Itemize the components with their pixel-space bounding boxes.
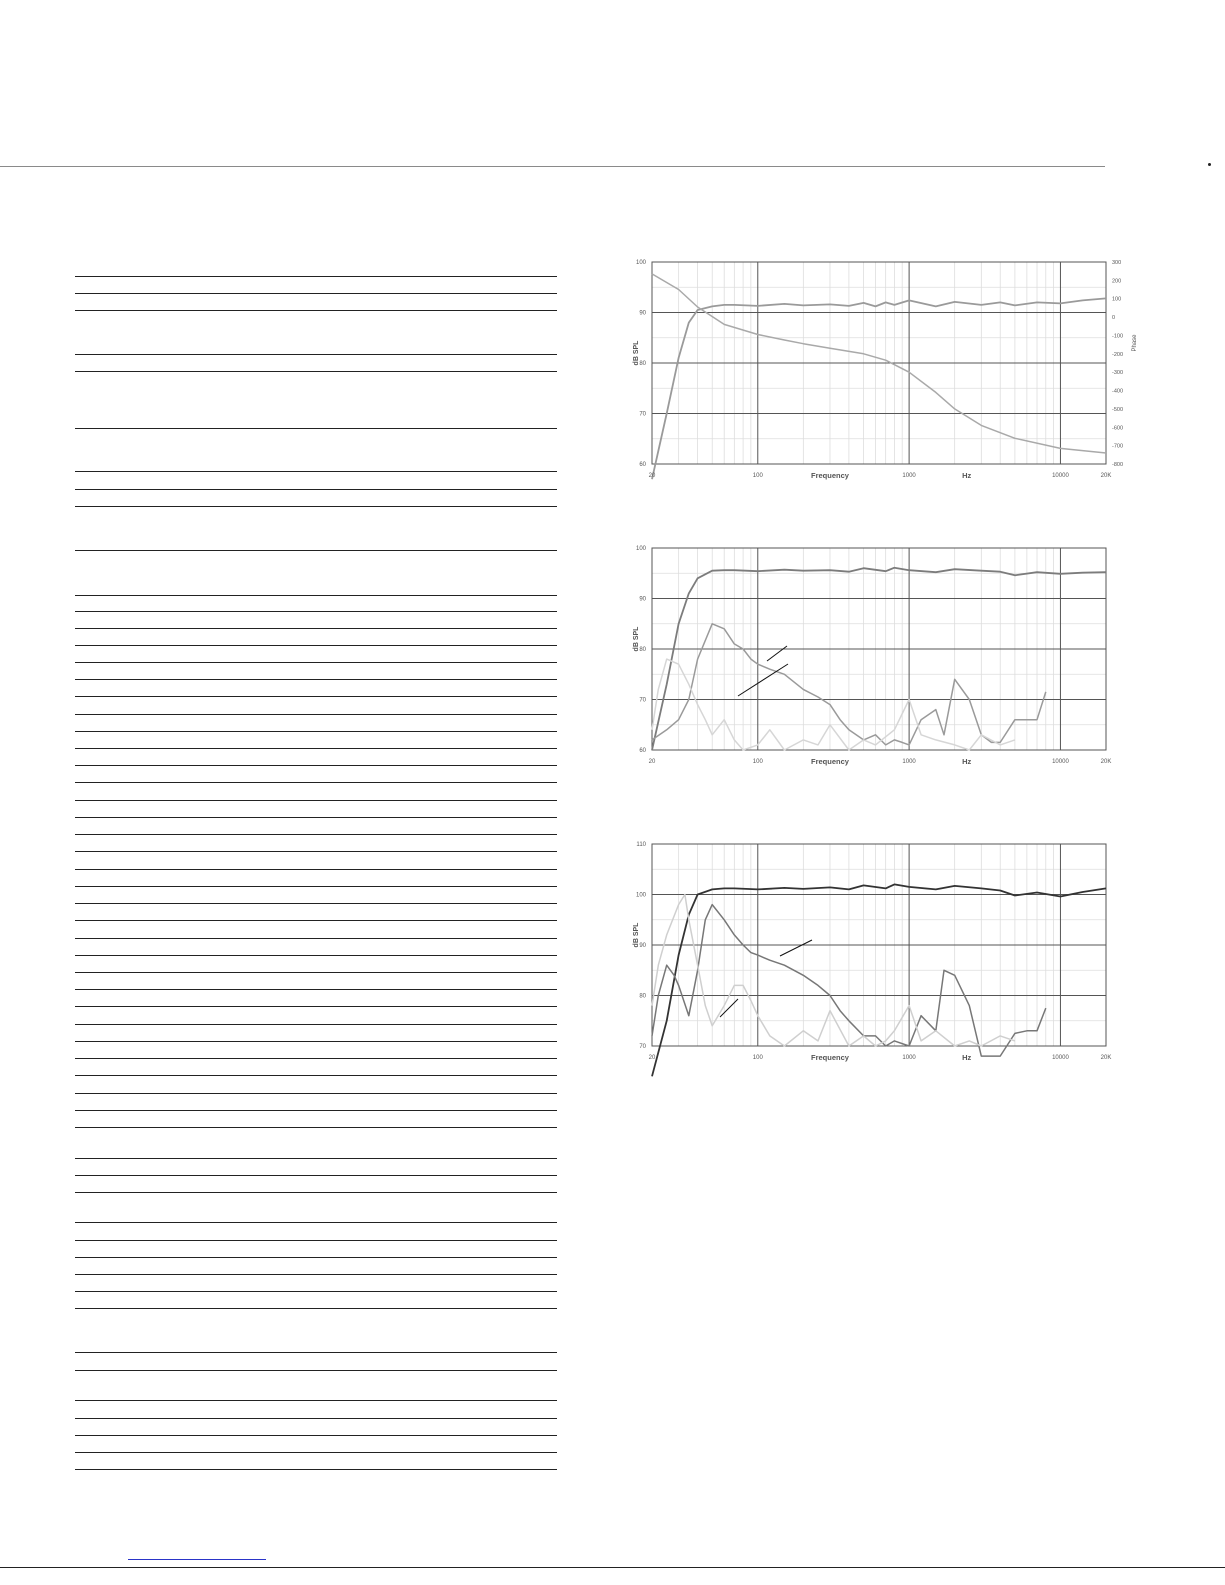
table-row-rule <box>75 1093 557 1094</box>
table-row-rule <box>75 1274 557 1275</box>
x-tick-label: 1000 <box>902 473 916 479</box>
table-row-rule <box>75 1158 557 1159</box>
x-tick-label: 100 <box>752 1055 763 1061</box>
callout-line <box>767 646 787 661</box>
distortion-response-chart-2 <box>620 834 1140 1066</box>
y2-tick-label: -700 <box>1112 443 1124 450</box>
table-row-rule <box>75 1024 557 1025</box>
table-row-rule <box>75 1308 557 1309</box>
table-row-rule <box>75 1192 557 1193</box>
table-row-rule <box>75 800 557 801</box>
y-axis-label: dB SPL <box>633 626 640 652</box>
distortion-response-chart-1 <box>620 538 1140 770</box>
table-row-rule <box>75 506 557 507</box>
y-tick-label: 90 <box>639 310 646 317</box>
y2-tick-label: 300 <box>1112 260 1122 266</box>
callout-line <box>780 940 812 956</box>
table-row-rule <box>75 354 557 355</box>
series-line-1 <box>652 298 1106 479</box>
y2-tick-label: -100 <box>1112 333 1124 340</box>
series-line-1 <box>652 884 1106 1076</box>
table-row-rule <box>75 371 557 372</box>
y-tick-label: 90 <box>639 943 646 949</box>
x-axis-label: Frequency <box>811 471 849 480</box>
x-tick-label: 20K <box>1100 473 1112 479</box>
table-row-rule <box>75 1352 557 1353</box>
table-row-rule <box>75 1075 557 1076</box>
y-tick-label: 100 <box>635 892 646 899</box>
table-row-rule <box>75 765 557 766</box>
y-tick-label: 70 <box>639 1044 646 1050</box>
x-tick-label: 10000 <box>1052 759 1069 765</box>
table-row-rule <box>75 1058 557 1059</box>
table-row-rule <box>75 1469 557 1470</box>
specification-table <box>75 0 557 1585</box>
table-row-rule <box>75 1127 557 1128</box>
y2-tick-label: 100 <box>1112 296 1122 303</box>
table-row-rule <box>75 714 557 715</box>
table-row-rule <box>75 1435 557 1436</box>
x-axis-unit: Hz <box>962 471 972 480</box>
table-row-rule <box>75 989 557 990</box>
table-row-rule <box>75 748 557 749</box>
y2-tick-label: -500 <box>1112 406 1124 413</box>
y2-tick-label: -800 <box>1112 462 1124 468</box>
y-tick-label: 100 <box>635 260 646 266</box>
table-row-rule <box>75 834 557 835</box>
table-row-rule <box>75 920 557 921</box>
bottom-divider-rule <box>0 1567 1225 1568</box>
y2-tick-label: 200 <box>1112 278 1122 285</box>
table-row-rule <box>75 471 557 472</box>
y-tick-label: 100 <box>635 546 646 552</box>
y2-tick-label: -400 <box>1112 388 1124 395</box>
y-tick-label: 70 <box>639 697 646 704</box>
y2-axis-label: Phase <box>1132 334 1138 352</box>
x-tick-label: 20 <box>648 473 656 479</box>
table-row-rule <box>75 645 557 646</box>
series-line-3 <box>652 659 1015 750</box>
x-tick-label: 100 <box>752 759 763 765</box>
x-tick-label: 1000 <box>902 759 916 765</box>
y-axis-label: dB SPL <box>633 922 640 948</box>
table-row-rule <box>75 1006 557 1007</box>
footer-link-underline[interactable] <box>128 1559 266 1560</box>
x-tick-label: 20K <box>1100 1055 1112 1061</box>
table-row-rule <box>75 550 557 551</box>
table-row-rule <box>75 1452 557 1453</box>
frequency-phase-response-chart <box>620 252 1140 484</box>
x-axis-label: Frequency <box>811 757 849 766</box>
table-row-rule <box>75 489 557 490</box>
table-row-rule <box>75 817 557 818</box>
y-axis-label: dB SPL <box>633 340 640 366</box>
table-row-rule <box>75 595 557 596</box>
table-row-rule <box>75 869 557 870</box>
y-tick-label: 60 <box>639 748 646 754</box>
page-corner-mark <box>1208 163 1211 166</box>
x-axis-unit: Hz <box>962 1053 972 1062</box>
y-tick-label: 80 <box>639 361 646 367</box>
callout-line <box>738 664 788 696</box>
x-tick-label: 100 <box>752 473 763 479</box>
x-tick-label: 20K <box>1100 759 1112 765</box>
x-tick-label: 10000 <box>1052 1055 1069 1061</box>
table-row-rule <box>75 1110 557 1111</box>
table-row-rule <box>75 972 557 973</box>
x-axis-unit: Hz <box>962 757 972 766</box>
x-tick-label: 10000 <box>1052 473 1069 479</box>
x-tick-label: 20 <box>648 759 656 765</box>
table-row-rule <box>75 938 557 939</box>
y2-tick-label: -600 <box>1112 425 1124 432</box>
table-row-rule <box>75 851 557 852</box>
y-tick-label: 70 <box>639 411 646 418</box>
table-row-rule <box>75 1240 557 1241</box>
y2-tick-label: -200 <box>1112 351 1124 358</box>
table-row-rule <box>75 1291 557 1292</box>
table-row-rule <box>75 1222 557 1223</box>
table-row-rule <box>75 628 557 629</box>
y2-tick-label: 0 <box>1112 315 1116 322</box>
table-row-rule <box>75 1370 557 1371</box>
table-row-rule <box>75 1041 557 1042</box>
table-row-rule <box>75 662 557 663</box>
table-row-rule <box>75 955 557 956</box>
y-tick-label: 110 <box>636 842 646 848</box>
table-row-rule <box>75 886 557 887</box>
table-row-rule <box>75 310 557 311</box>
table-row-rule <box>75 696 557 697</box>
table-row-rule <box>75 679 557 680</box>
table-row-rule <box>75 276 557 277</box>
x-axis-label: Frequency <box>811 1053 849 1062</box>
table-row-rule <box>75 611 557 612</box>
x-tick-label: 1000 <box>902 1055 916 1061</box>
table-row-rule <box>75 1175 557 1176</box>
series-line-1 <box>652 568 1106 750</box>
table-row-rule <box>75 293 557 294</box>
x-tick-label: 20 <box>648 1055 656 1061</box>
table-row-rule <box>75 731 557 732</box>
table-row-rule <box>75 1418 557 1419</box>
y-tick-label: 80 <box>639 993 646 1000</box>
table-row-rule <box>75 903 557 904</box>
y-tick-label: 90 <box>639 596 646 603</box>
table-row-rule <box>75 1257 557 1258</box>
table-row-rule <box>75 428 557 429</box>
y-tick-label: 80 <box>639 647 646 653</box>
y2-tick-label: -300 <box>1112 370 1124 377</box>
table-row-rule <box>75 782 557 783</box>
table-row-rule <box>75 1400 557 1401</box>
y-tick-label: 60 <box>639 462 646 468</box>
